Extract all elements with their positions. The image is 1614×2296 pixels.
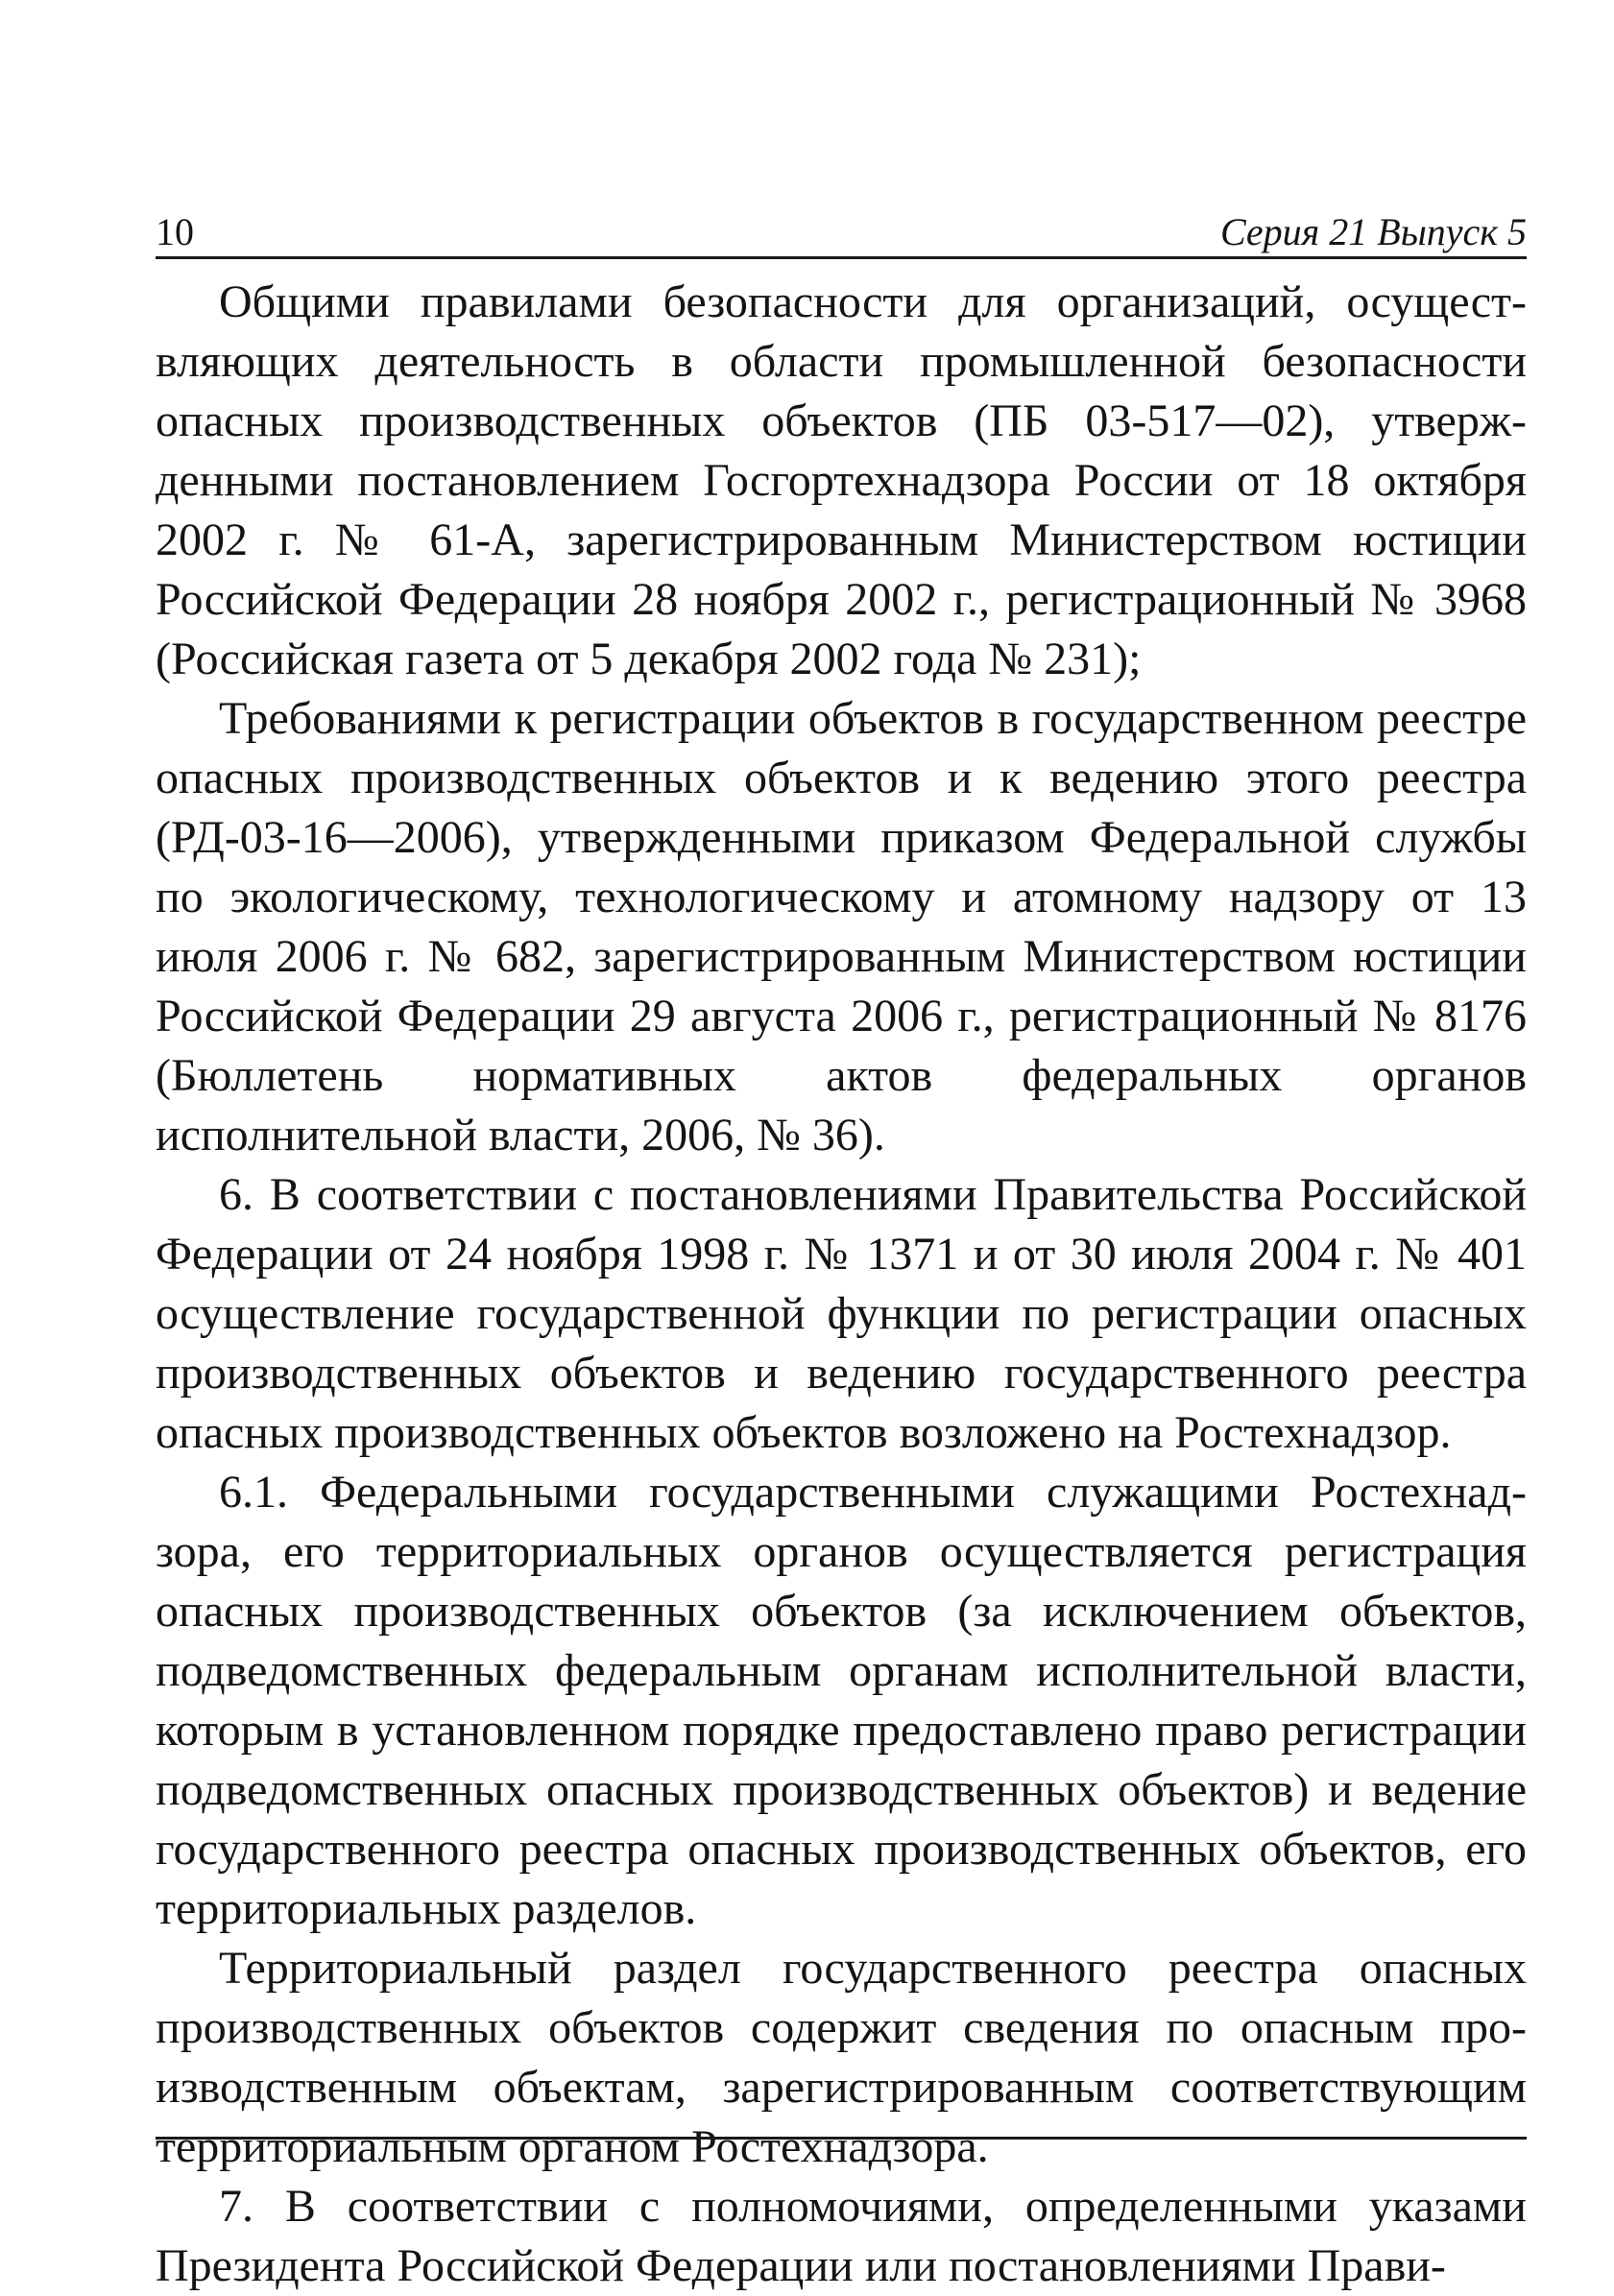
- paragraph-rules-pb-03-517: Общими правилами безопасности для организаций, осуществляющих деятельность в области промышленной безопасности опасных производственных объектов (ПБ 03-517—02), утвержденными постановлением Госгортехнадзора России от 18 октября 2002 г. № 61-А, зарегистрированным Министерством юстиции Российской Федерации 28 ноября 2002 г., регистрационный № 3968 (Российская газета от 5 декабря 2002 года № 231);: [156, 276, 1527, 684]
- paragraph-requirements-rd-03-16: Требованиями к регистрации объектов в государственном реестре опасных производственных объектов и к ведению этого реестра (РД-03-16—2006), утвержденными приказом Федеральной службы по экологическому, технологическому и атомному надзору от 13 июля 2006 г. № 682, зарегистрированным Министерством юстиции Российской Федерации 29 августа 2006 г., регистрационный № 8176 (Бюллетень нормативных актов федеральных органов исполнительной власти, 2006, № 36).: [156, 693, 1527, 1160]
- bottom-rule: [156, 2137, 1527, 2140]
- series-title: Серия 21 Выпуск 5: [1219, 210, 1527, 253]
- document-page: [156, 197, 1527, 2296]
- paragraph-section-6: 6. В соответствии с постановлениями Правительства Российской Федерации от 24 ноября 1998 г. № 1371 и от 30 июля 2004 г. № 401 осуществление государственной функции по регистрации опасных производственных объектов и ведению государственного реестра опасных производственных объектов возложено на Ростехнадзор.: [156, 1169, 1527, 1458]
- body-text: [156, 273, 1527, 2296]
- page-number: 10: [156, 210, 194, 253]
- paragraph-section-6-1: 6.1. Федеральными государственными служащими Ростехнадзора, его территориальных органов осуществляется регистрация опасных производственных объектов (за исключением объектов, подведомственных федеральным органам исполнительной власти, которым в установленном порядке предоставлено право регистрации подведомственных опасных производственных объектов) и ведение государственного реестра опасных производственных объектов, его территориальных разделов.: [156, 1467, 1527, 1934]
- running-header: [156, 197, 1527, 259]
- paragraph-territorial-section: Территориальный раздел государственного реестра опасных производственных объектов содержит сведения по опасным производственным объектам, зарегистрированным соответствующим территориальным органом Ростехнадзора.: [156, 1943, 1527, 2172]
- paragraph-section-7: 7. В соответствии с полномочиями, определенными указами Президента Российской Федерации или постановлениями Прави-: [156, 2181, 1527, 2291]
